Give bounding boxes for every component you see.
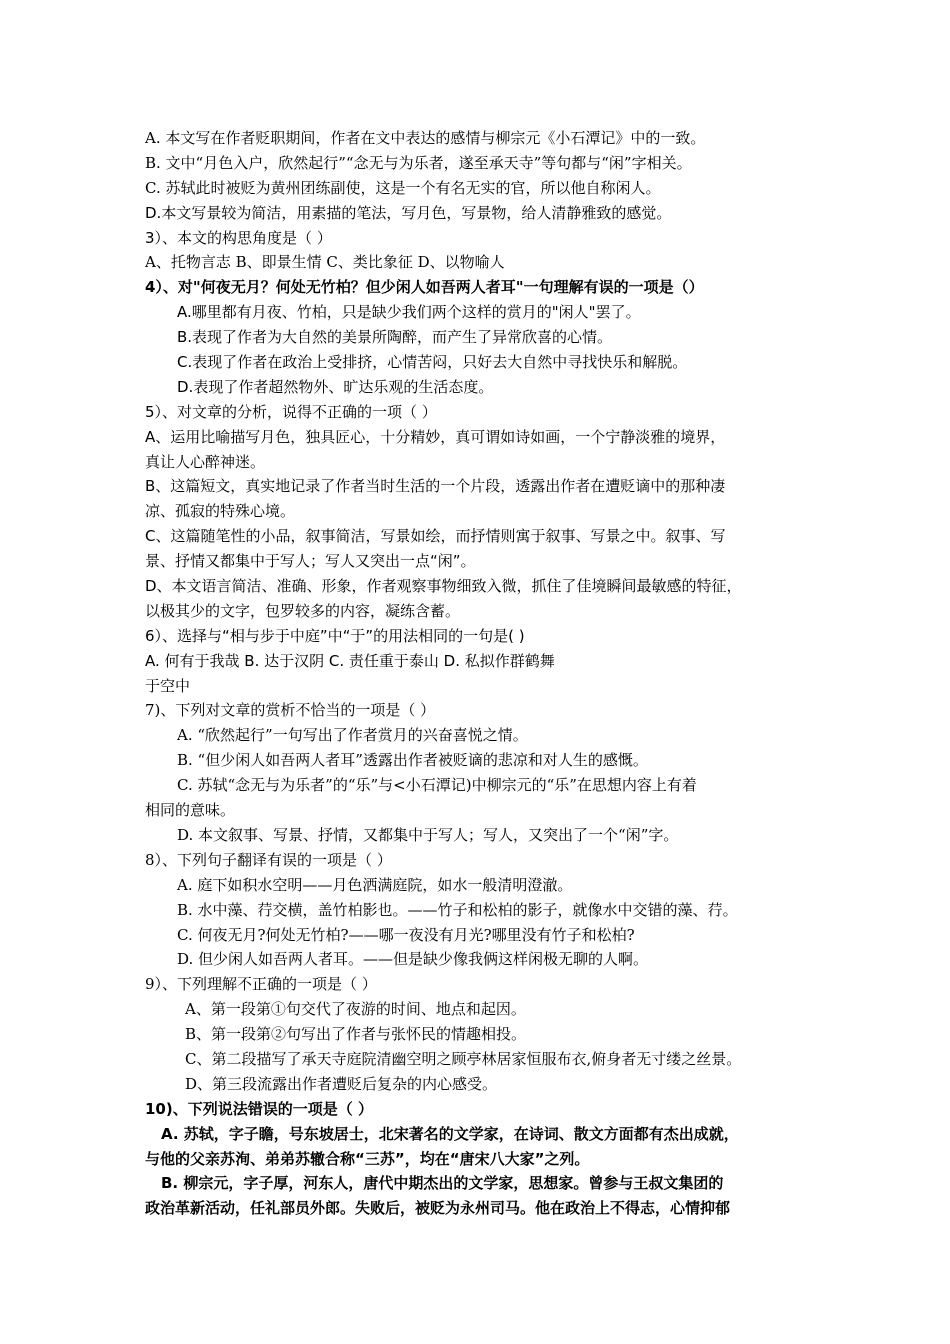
option-a-q9: A、第一段第①句交代了夜游的时间、地点和起因。 [185, 1000, 526, 1019]
question-6: 6）、选择与“相与步于中庭”中“于”的用法相同的一句是( ) [145, 626, 525, 645]
option-b-q10-line1: B. 柳宗元，字子厚，河东人，唐代中期杰出的文学家，思想家。曾参与王叔文集团的 [161, 1174, 724, 1193]
option-a-q10-line2: 与他的父亲苏洵、弟弟苏辙合称“三苏”，均在“唐宋八大家”之列。 [145, 1149, 590, 1168]
question-4: 4）、对"何夜无月？何处无竹柏？但少闲人如吾两人者耳"一句理解有误的一项是（） [145, 278, 704, 297]
option-c-q7-line2: 相同的意味。 [145, 801, 236, 820]
options-q6-line1: A. 何有于我哉 B. 达于汉阴 C. 责任重于泰山 D. 私拟作群鹤舞 [145, 651, 555, 670]
question-3: 3）、本文的构思角度是（ ） [145, 228, 332, 247]
option-d-q8: D. 但少闲人如吾两人者耳。——但是缺少像我俩这样闲极无聊的人啊。 [177, 950, 649, 969]
option-a-q10-line1: A. 苏轼，字子瞻，号东坡居士，北宋著名的文学家，在诗词、散文方面都有杰出成就， [161, 1124, 739, 1143]
option-a-q7: A. “欣然起行”一句写出了作者赏月的兴奋喜悦之情。 [177, 726, 528, 745]
option-a-q5-line1: A、运用比喻描写月色，独具匠心，十分精妙，真可谓如诗如画，一个宁静淡雅的境界， [145, 427, 726, 446]
question-9: 9）、下列理解不正确的一项是（ ） [145, 975, 377, 994]
option-b-q8: B. 水中藻、荇交横，盖竹柏影也。——竹子和松柏的影子，就像水中交错的藻、荇。 [177, 900, 738, 919]
option-a-q8: A. 庭下如积水空明——月色洒满庭院，如水一般清明澄澈。 [177, 875, 573, 894]
option-d-q9: D、第三段流露出作者遭贬后复杂的内心感受。 [185, 1074, 498, 1093]
options-q3: A、托物言志 B、即景生情 C、类比象征 D、以物喻人 [145, 253, 505, 272]
option-c-q2: C. 苏轼此时被贬为黄州团练副使，这是一个有名无实的官，所以他自称闲人。 [145, 178, 661, 197]
option-d-q2: D.本文写景较为简洁，用素描的笔法，写月色，写景物，给人清静雅致的感觉。 [145, 203, 672, 222]
document-page [145, 126, 825, 1221]
option-a-q2: A. 本文写在作者贬职期间，作者在文中表达的感情与柳宗元《小石潭记》中的一致。 [145, 129, 706, 147]
option-d-q4: D.表现了作者超然物外、旷达乐观的生活态度。 [177, 377, 494, 396]
option-a-q4: A.哪里都有月夜、竹柏，只是缺少我们两个这样的赏月的"闲人"罢了。 [177, 303, 641, 322]
option-c-q4: C.表现了作者在政治上受排挤，心情苦闷，只好去大自然中寻找快乐和解脱。 [177, 353, 688, 372]
option-b-q7: B. “但少闲人如吾两人者耳”透露出作者被贬谪的悲凉和对人生的感慨。 [177, 751, 648, 770]
options-q6-line2: 于空中 [145, 676, 191, 695]
question-5: 5）、对文章的分析，说得不正确的一项（ ） [145, 402, 437, 421]
option-b-q5-line2: 凉、孤寂的特殊心境。 [145, 502, 296, 521]
option-b-q2: B. 文中“月色入户，欣然起行”“念无与为乐者，遂至承天寺”等句都与“闲”字相关。 [145, 153, 692, 172]
option-d-q7: D. 本文叙事、写景、抒情，又都集中于写人；写人，又突出了一个“闲”字。 [177, 825, 679, 844]
option-d-q5-line1: D、本文语言简洁、准确、形象，作者观察事物细致入微，抓住了佳境瞬间最敏感的特征， [145, 577, 742, 596]
option-c-q5-line2: 景、抒情又都集中于写人；写人又突出一点“闲”。 [145, 552, 476, 571]
option-b-q10-line2: 政治革新活动，任礼部员外郎。失败后，被贬为永州司马。他在政治上不得志，心情抑郁 [145, 1199, 731, 1218]
option-d-q5-line2: 以极其少的文字，包罗较多的内容，凝练含蓄。 [145, 601, 461, 620]
option-a-q5-line2: 真让人心醉神迷。 [145, 452, 266, 471]
question-8: 8）、下列句子翻译有误的一项是（ ） [145, 850, 392, 869]
option-c-q9: C、第二段描写了承天寺庭院清幽空明之顾亭林居家恒服布衣,俯身者无寸缕之丝景。 [185, 1049, 742, 1068]
question-10: 10)、下列说法错误的一项是（ ） [145, 1099, 373, 1118]
option-b-q5-line1: B、这篇短文，真实地记录了作者当时生活的一个片段，透露出作者在遭贬谪中的那种凄 [145, 477, 726, 496]
option-c-q8: C. 何夜无月?何处无竹柏?——哪一夜没有月光?哪里没有竹子和松柏? [177, 925, 635, 944]
option-b-q4: B.表现了作者为大自然的美景所陶醉，而产生了异常欣喜的心情。 [177, 328, 613, 347]
option-c-q5-line1: C、这篇随笔性的小品，叙事简洁，写景如绘，而抒情则寓于叙事、写景之中。叙事、写 [145, 527, 726, 546]
question-7: 7)、下列对文章的赏析不恰当的一项是（ ） [145, 701, 436, 720]
option-c-q7-line1: C. 苏轼“念无与为乐者”的“乐”与<小石潭记)中柳宗元的“乐”在思想内容上有着 [177, 776, 697, 795]
option-b-q9: B、第一段第②句写出了作者与张怀民的情趣相投。 [185, 1025, 527, 1044]
